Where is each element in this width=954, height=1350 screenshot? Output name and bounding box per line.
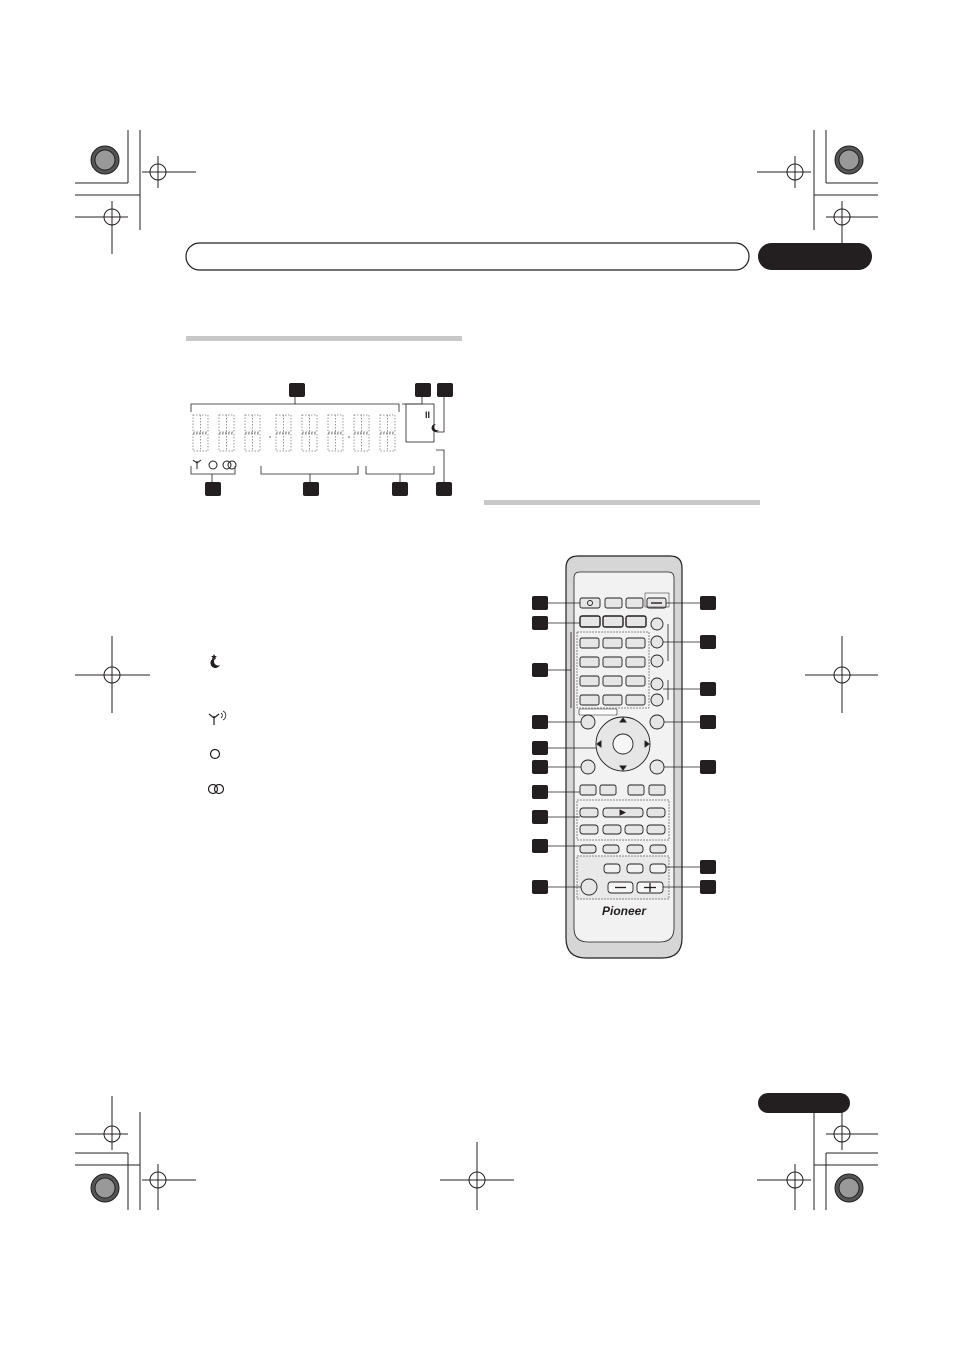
menu-button[interactable] bbox=[581, 715, 595, 729]
spoked-target-inner bbox=[839, 1178, 859, 1198]
display-digit-upper bbox=[302, 415, 317, 432]
stop-button[interactable] bbox=[625, 825, 643, 834]
callout-badge bbox=[700, 860, 716, 874]
registration-crosshair-icon bbox=[757, 156, 811, 188]
display-digit-upper bbox=[193, 415, 208, 432]
callout-badge bbox=[532, 839, 548, 853]
status-icon-row bbox=[193, 460, 236, 469]
registration-crosshair-icon bbox=[75, 636, 150, 713]
antenna-signal-icon bbox=[193, 460, 201, 469]
number-key[interactable] bbox=[580, 695, 599, 705]
callout-badge bbox=[205, 482, 221, 496]
section-rule bbox=[484, 500, 760, 505]
chapter-title-bar bbox=[186, 243, 749, 270]
function-button[interactable] bbox=[605, 598, 622, 608]
legend-item bbox=[209, 785, 224, 794]
antenna-signal-icon bbox=[209, 711, 226, 725]
registration-crosshair-icon bbox=[805, 636, 878, 713]
sound-mode-button[interactable] bbox=[580, 845, 596, 853]
display-digit-upper bbox=[276, 415, 291, 432]
spoked-target-inner bbox=[95, 1178, 115, 1198]
stereo-icon bbox=[209, 785, 224, 794]
round-side-button[interactable] bbox=[651, 655, 663, 667]
next-track-button[interactable] bbox=[647, 825, 665, 834]
indicator-legend bbox=[209, 654, 226, 794]
spoked-target-inner bbox=[839, 150, 859, 170]
callout-badge bbox=[289, 383, 305, 397]
callout-badge bbox=[532, 663, 548, 677]
display-digit-upper bbox=[328, 415, 343, 432]
sound-mode-button[interactable] bbox=[627, 845, 643, 853]
brand-logo: Pioneer bbox=[601, 904, 647, 918]
number-key[interactable] bbox=[580, 638, 599, 648]
mute-button[interactable] bbox=[581, 879, 597, 895]
round-side-button[interactable] bbox=[651, 636, 663, 648]
input-select-button[interactable] bbox=[626, 616, 646, 627]
spoked-target-inner bbox=[95, 150, 115, 170]
enter-button[interactable] bbox=[613, 734, 633, 754]
sound-mode-button[interactable] bbox=[650, 845, 666, 853]
registration-crosshair-icon bbox=[440, 1142, 514, 1210]
tone-button[interactable] bbox=[650, 864, 666, 873]
callout-badge bbox=[532, 596, 548, 610]
remote-control-illustration bbox=[532, 556, 716, 958]
page-header bbox=[186, 243, 872, 270]
source-button[interactable] bbox=[628, 785, 644, 795]
callout-badge bbox=[532, 715, 548, 729]
fast-forward-button[interactable] bbox=[647, 808, 665, 817]
display-dot bbox=[348, 436, 350, 438]
crop-mark-top-right bbox=[814, 130, 878, 230]
display-dot bbox=[269, 436, 271, 438]
callout-badge bbox=[700, 635, 716, 649]
display-digit-upper bbox=[354, 415, 369, 432]
round-side-button[interactable] bbox=[651, 694, 663, 706]
callout-badge bbox=[415, 383, 431, 397]
number-key[interactable] bbox=[603, 695, 622, 705]
number-key[interactable] bbox=[626, 657, 645, 667]
registration-crosshair-icon bbox=[142, 156, 196, 188]
segment-digits bbox=[193, 415, 395, 451]
pause-button[interactable] bbox=[603, 825, 621, 834]
sound-mode-button[interactable] bbox=[603, 845, 619, 853]
source-button[interactable] bbox=[649, 785, 665, 795]
stereo-icon bbox=[223, 461, 236, 469]
chapter-number-tab bbox=[758, 243, 872, 270]
callout-badge bbox=[532, 741, 548, 755]
callout-badge bbox=[436, 482, 452, 496]
callout-badge bbox=[700, 880, 716, 894]
printer-registration-marks bbox=[75, 130, 878, 1210]
tuned-icon bbox=[211, 750, 220, 759]
round-side-button[interactable] bbox=[651, 618, 663, 630]
callout-badge bbox=[303, 482, 319, 496]
callout-badge bbox=[700, 596, 716, 610]
number-key[interactable] bbox=[626, 638, 645, 648]
number-key[interactable] bbox=[626, 695, 645, 705]
number-key[interactable] bbox=[603, 638, 622, 648]
input-select-button[interactable] bbox=[603, 616, 623, 627]
sleep-timer-icon bbox=[432, 424, 439, 432]
registration-crosshair-icon bbox=[75, 1096, 128, 1150]
callout-badge bbox=[532, 785, 548, 799]
number-key[interactable] bbox=[603, 657, 622, 667]
display-section bbox=[186, 336, 462, 794]
source-button[interactable] bbox=[580, 785, 596, 795]
standby-button[interactable] bbox=[580, 598, 600, 608]
crop-mark-top-left bbox=[75, 130, 140, 230]
remote-section bbox=[484, 500, 760, 958]
registration-crosshair-icon bbox=[75, 201, 128, 254]
legend-item bbox=[209, 711, 226, 725]
previous-track-button[interactable] bbox=[580, 825, 598, 834]
display-digit-upper bbox=[219, 415, 234, 432]
callout-badge bbox=[532, 616, 548, 630]
registration-crosshair-icon bbox=[142, 1164, 196, 1210]
callout-badge bbox=[700, 682, 716, 696]
return-button[interactable] bbox=[650, 715, 664, 729]
callout-badge bbox=[392, 482, 408, 496]
callout-badge bbox=[532, 760, 548, 774]
legend-item bbox=[210, 654, 220, 668]
number-key[interactable] bbox=[603, 676, 622, 686]
legend-item bbox=[211, 750, 220, 759]
rewind-button[interactable] bbox=[580, 808, 598, 817]
callout-badge bbox=[700, 760, 716, 774]
tone-button[interactable] bbox=[627, 864, 643, 873]
round-side-button[interactable] bbox=[651, 678, 663, 690]
callout-badge bbox=[532, 880, 548, 894]
input-select-button[interactable] bbox=[580, 616, 600, 627]
tuned-icon bbox=[209, 461, 217, 469]
callout-badge bbox=[700, 715, 716, 729]
remote-control-button[interactable] bbox=[647, 598, 666, 608]
setup-button[interactable] bbox=[581, 760, 595, 774]
display-digit-upper bbox=[380, 415, 395, 432]
page-footer bbox=[758, 1093, 850, 1113]
number-key[interactable] bbox=[626, 676, 645, 686]
display-button[interactable] bbox=[650, 760, 664, 774]
number-key[interactable] bbox=[580, 676, 599, 686]
source-button[interactable] bbox=[600, 785, 616, 795]
dolby-pro-logic-ii-icon: II bbox=[424, 410, 430, 420]
label-strip bbox=[579, 709, 617, 715]
front-panel-display-diagram bbox=[191, 383, 453, 496]
display-callouts bbox=[205, 383, 453, 496]
tone-button[interactable] bbox=[604, 864, 620, 873]
callout-badge bbox=[437, 383, 453, 397]
display-digit-upper bbox=[245, 415, 260, 432]
page-number-tab bbox=[758, 1093, 850, 1113]
sleep-timer-icon bbox=[210, 658, 220, 668]
section-rule bbox=[186, 336, 462, 341]
function-button[interactable] bbox=[626, 598, 643, 608]
callout-badge bbox=[532, 810, 548, 824]
number-key[interactable] bbox=[580, 657, 599, 667]
registration-crosshair-icon bbox=[757, 1164, 811, 1210]
